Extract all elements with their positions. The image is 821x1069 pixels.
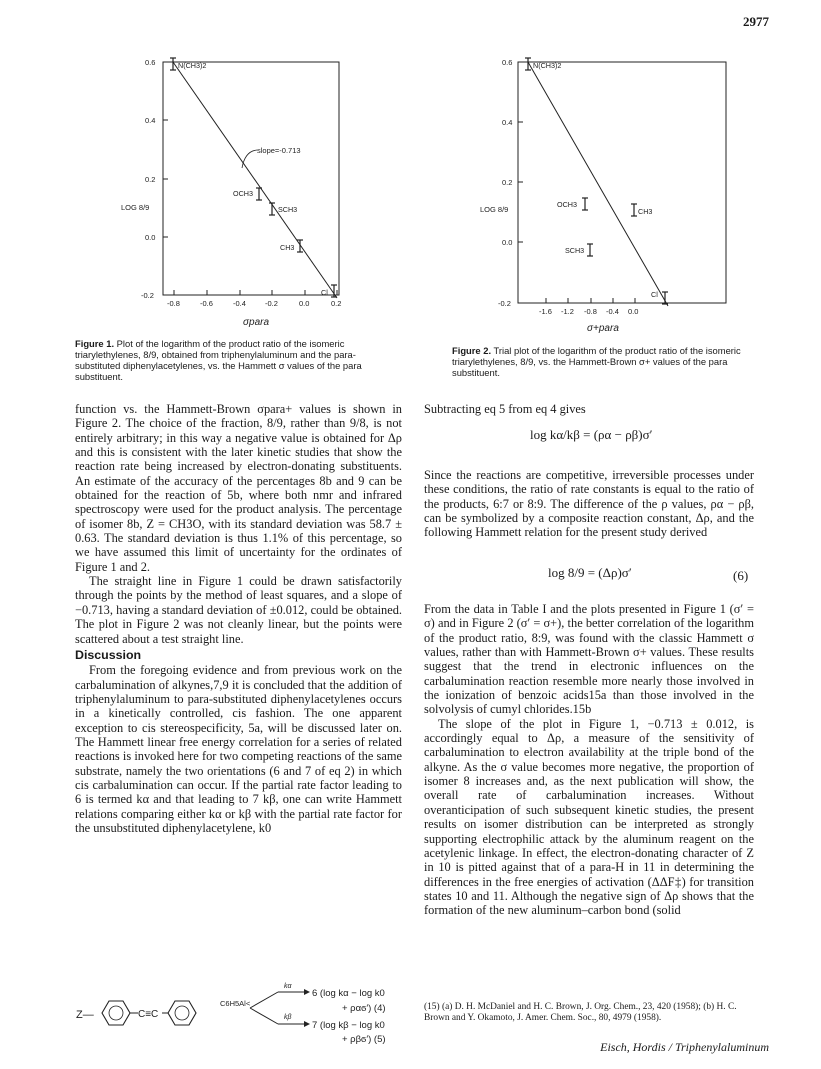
x-tick: 0.0 bbox=[299, 299, 310, 308]
svg-text:Z—: Z— bbox=[76, 1009, 94, 1021]
y-tick: 0.6 bbox=[145, 58, 156, 67]
right-column-bottom bbox=[424, 602, 754, 918]
point-label: CH3 bbox=[638, 207, 653, 216]
right-column-top bbox=[424, 402, 754, 416]
reaction-scheme bbox=[72, 975, 408, 1045]
caption-label: Figure 1. bbox=[75, 338, 115, 349]
left-column bbox=[75, 402, 402, 835]
slope-label: slope=-0.713 bbox=[257, 146, 301, 155]
x-tick: -0.4 bbox=[606, 307, 619, 316]
caption-label: Figure 2. bbox=[452, 345, 492, 356]
equation-6-number: (6) bbox=[733, 568, 749, 583]
caption-text: Trial plot of the logarithm of the product ratio of the isomeric triarylethylenes, 8/9, vs. the Hammett-Brown σ+ values of the para substituent. bbox=[452, 345, 741, 378]
y-tick: 0.0 bbox=[502, 238, 513, 247]
eq5-line1: 7 (log kβ − log k0 bbox=[312, 1020, 385, 1031]
point-label: OCH3 bbox=[557, 200, 577, 209]
paragraph: From the foregoing evidence and from previous work on the carbalumination of alkynes,7,9 it is concluded that the addition of triphenylaluminum to para-substituted diphenylacetylenes occurs in a kinetically controlled, cis fashion. The one apparent exception to cis stereospecificity, 5a, will be discussed later on. The Hammett linear free energy correlation for a series of related reactions is invoked here for two competing reactions of the same substrate, namely the two orientations (6 and 7 of eq 2) in which cis carbalumination can occur. If the partial rate factor leading to 6 is termed kα and that leading to 7 kβ, one can write Hammett relations comparing either kα or kβ with the partial rate factor for the unsubstituted diphenylacetylene, k0 bbox=[75, 663, 402, 835]
eq5-line2: + ρβϭ′) (5) bbox=[342, 1034, 386, 1045]
y-tick: -0.2 bbox=[498, 299, 511, 308]
footnote: (15) (a) D. H. McDaniel and H. C. Brown, J. Org. Chem., 23, 420 (1958); (b) H. C. Brown and Y. Okamoto, J. Amer. Chem. Soc., 80, 4979 (1958). bbox=[424, 1002, 737, 1023]
paragraph: Subtracting eq 5 from eq 4 gives bbox=[424, 402, 586, 416]
figure-1-caption bbox=[75, 338, 373, 382]
point-label: N(CH3)2 bbox=[533, 61, 562, 70]
svg-text:C≡C: C≡C bbox=[138, 1009, 159, 1020]
fit-line bbox=[173, 62, 337, 298]
figure-2-caption bbox=[452, 345, 752, 378]
x-tick: 0.2 bbox=[331, 299, 342, 308]
test-line bbox=[528, 62, 668, 306]
eq4-line2: + ραϭ′) (4) bbox=[342, 1003, 386, 1014]
paragraph: The straight line in Figure 1 could be drawn satisfactorily through the points by the method of least squares, and a slope of −0.713, having a standard deviation of ±0.012, could be obtained. The plot in Figure 2 was not cleanly linear, but the points were scattered about a test straight line. bbox=[75, 574, 402, 646]
paragraph: From the data in Table I and the plots presented in Figure 1 (σ′ = σ) and in Figure 2 (σ′ = σ+), the better correlation of the logarithm of the product ratio, 8:9, was found with the classic Hammett σ values, rather than with Hammett-Brown σ+ values. These results suggest that the trend in electronic influences on the carbalumination reaction resemble more nearly those involved in the ionization of benzoic acids15a than those involved in the solvolysis of cumyl chlorides.15b bbox=[424, 602, 754, 717]
running-footer: Eisch, Hordis / Triphenylaluminum bbox=[600, 1040, 769, 1054]
paragraph: function vs. the Hammett-Brown σpara+ values is shown in Figure 2. The choice of the fraction, 8/9, rather than 9/8, is not entirely arbitrary; in this way a negative value is obtained for Δρ and this is consistent with the later kinetic studies that show the reaction rate being increased by electron-donating substituents. An estimate of the accuracy of the percentages 8b and 9 can be obtained for the reaction of 5b, where both nmr and infrared spectroscopy were used for the product analysis. The percentage of isomer 8b, Z = CH3O, with its standard deviation was 58.7 ± 0.63. The standard deviation is thus 1.1% of this percentage, so we have assumed this limit of uncertainty for the ordinates of Figure 1 and 2. bbox=[75, 402, 402, 574]
y-tick: 0.4 bbox=[145, 116, 156, 125]
x-tick: -0.6 bbox=[200, 299, 213, 308]
page-number: 2977 bbox=[743, 14, 769, 29]
caption-text: Plot of the logarithm of the product ratio of the isomeric triarylethylenes, 8/9, obtained from triphenylaluminum and the para-substituted diphenylacetylenes, vs. the Hammett σ values of the para substituent. bbox=[75, 338, 362, 382]
y-tick: 0.6 bbox=[502, 58, 513, 67]
figure-1-plot bbox=[35, 48, 365, 338]
equation-6: log 8/9 = (Δρ)σ′ bbox=[548, 565, 632, 580]
x-tick: -0.8 bbox=[584, 307, 597, 316]
y-tick: 0.2 bbox=[502, 178, 513, 187]
y-tick: 0.4 bbox=[502, 118, 513, 127]
point-label: OCH3 bbox=[233, 189, 253, 198]
eq4-line1: 6 (log kα − log k0 bbox=[312, 988, 385, 999]
rate-constant-beta: kβ bbox=[284, 1014, 292, 1021]
x-axis-label: σ+para bbox=[587, 323, 619, 334]
rate-constant-alpha: kα bbox=[284, 983, 292, 990]
y-axis-label: LOG 8/9 bbox=[121, 203, 150, 212]
right-column-mid bbox=[424, 468, 754, 540]
x-tick: -1.6 bbox=[539, 307, 552, 316]
point-label: N(CH3)2 bbox=[178, 61, 207, 70]
y-tick: 0.2 bbox=[145, 175, 156, 184]
paragraph: The slope of the plot in Figure 1, −0.713 ± 0.012, is accordingly equal to Δρ, a measure of the sensitivity of carbalumination to electron availability at the triple bond of the alkyne. As the σ value becomes more negative, the proportion of isomer 8 increases and, as the next publication will show, the overall rate of carbalumination increases. Without overanticipation of such subsequent kinetic studies, the present results on isomer distribution can be interpreted as strongly supporting electrophilic attack by the aluminum reagent on the acetylenic linkage. In effect, the electron-donating character of Z in 10 is pitted against that of a para-H in 11 in determining the differences in the free energies of activation (ΔΔF‡) for transition states 10 and 11. Although the negative sign of Δρ shows that the formation of the new aluminum–carbon bond (solid bbox=[424, 716, 754, 918]
y-tick: -0.2 bbox=[141, 291, 154, 300]
section-heading: Discussion bbox=[75, 647, 142, 662]
point-label: SCH3 bbox=[565, 246, 585, 255]
y-axis-label: LOG 8/9 bbox=[480, 205, 509, 214]
x-tick: -0.4 bbox=[233, 299, 246, 308]
point-label: SCH3 bbox=[278, 205, 298, 214]
y-tick: 0.0 bbox=[145, 233, 156, 242]
figure-2-plot bbox=[442, 48, 742, 338]
paragraph: Since the reactions are competitive, irreversible processes under these conditions, the ratio of rate constants is equal to the ratio of the products, 6:7 or 8:9. The difference of the ρ values, ρα − ρβ, can be symbolized by a composite reaction constant, Δρ, and the following Hammett relation for the present study derived bbox=[424, 468, 754, 540]
point-label: CH3 bbox=[280, 243, 295, 252]
reagent-label: C6H5Al< bbox=[220, 999, 251, 1008]
point-label: Cl bbox=[321, 288, 328, 297]
x-tick: -1.2 bbox=[561, 307, 574, 316]
x-tick: -0.2 bbox=[265, 299, 278, 308]
point-label: Cl bbox=[651, 290, 658, 299]
x-axis-label: σpara bbox=[243, 317, 270, 328]
x-tick: -0.8 bbox=[167, 299, 180, 308]
x-tick: 0.0 bbox=[628, 307, 639, 316]
equation-ratio: log kα/kβ = (ρα − ρβ)σ′ bbox=[530, 427, 653, 442]
